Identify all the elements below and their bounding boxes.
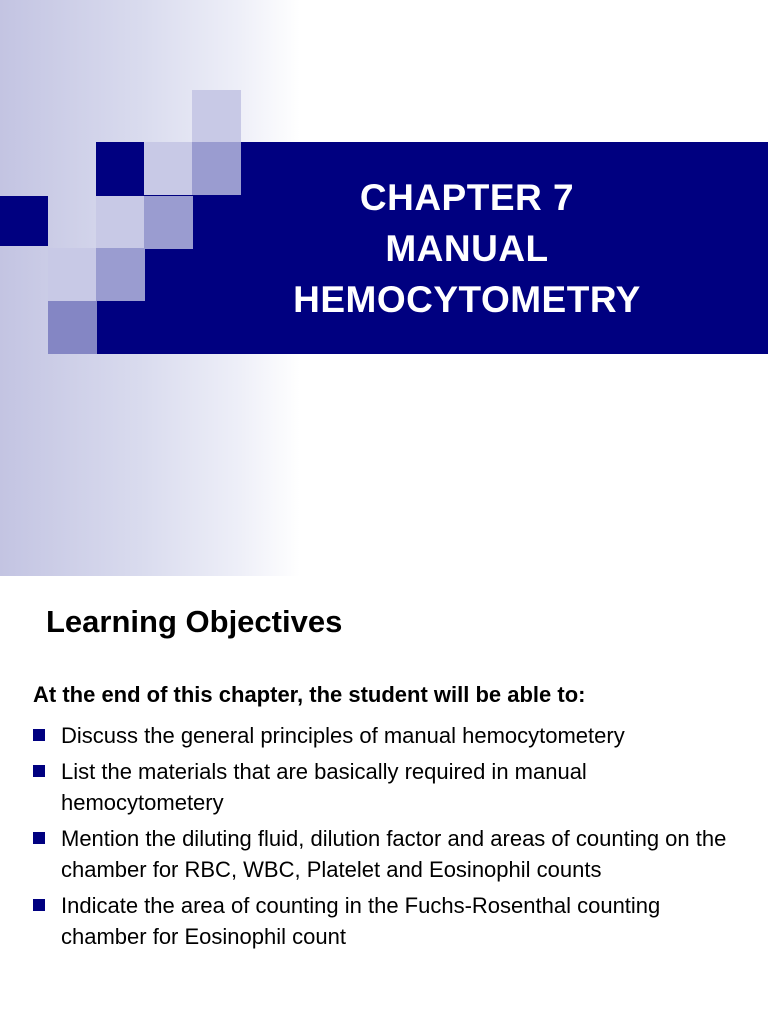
objectives-heading: Learning Objectives xyxy=(46,604,343,639)
square-bullet-icon xyxy=(33,899,45,911)
decor-square xyxy=(96,196,145,249)
objectives-intro: At the end of this chapter, the student will be able to: xyxy=(33,682,586,707)
bullet-text: Mention the diluting fluid, dilution factor and areas of counting on the chamber for RBC, WBC, Platelet and Eosinophil counts xyxy=(61,826,727,882)
square-bullet-icon xyxy=(33,832,45,844)
title-line: HEMOCYTOMETRY xyxy=(293,279,641,320)
left-accent-tab xyxy=(0,196,48,246)
decor-square xyxy=(48,248,97,301)
decor-square xyxy=(192,142,241,195)
objectives-slide xyxy=(0,576,768,1024)
square-bullet-icon xyxy=(33,729,45,741)
bullet-text: List the materials that are basically required in manual hemocytometery xyxy=(61,759,587,815)
decor-square xyxy=(96,248,145,301)
list-item xyxy=(33,720,743,751)
list-item xyxy=(33,890,743,952)
square-bullet-icon xyxy=(33,765,45,777)
decor-square xyxy=(144,142,193,195)
chapter-title xyxy=(260,172,674,325)
bullet-text: Indicate the area of counting in the Fuchs-Rosenthal counting chamber for Eosinophil count xyxy=(61,893,661,949)
title-line: CHAPTER 7 xyxy=(359,177,575,218)
list-item xyxy=(33,823,743,885)
decor-square xyxy=(48,301,97,354)
list-item xyxy=(33,756,743,818)
title-line: MANUAL xyxy=(385,228,549,269)
objectives-list xyxy=(33,720,743,957)
bullet-text: Discuss the general principles of manual hemocytometery xyxy=(61,723,625,748)
decor-square xyxy=(144,196,193,249)
decor-square xyxy=(192,90,241,143)
